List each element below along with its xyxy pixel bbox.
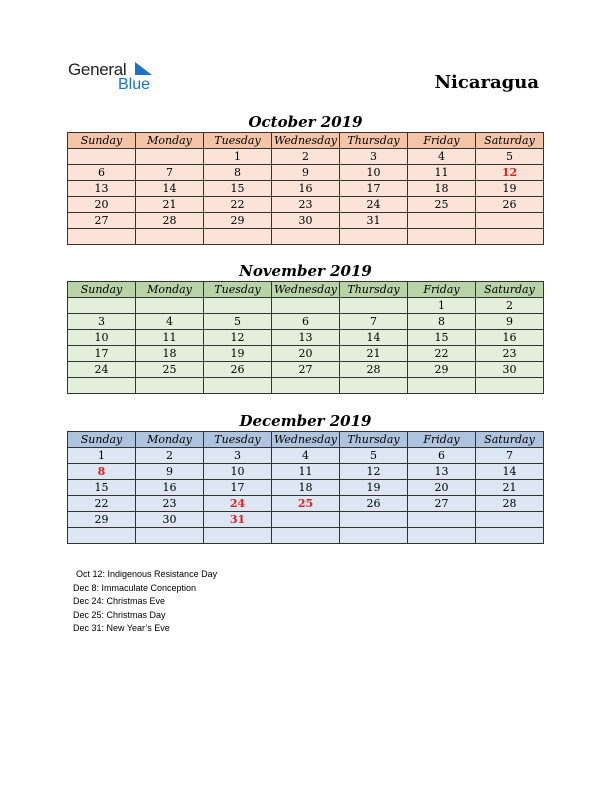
holiday-note: Dec 24: Christmas Eve bbox=[73, 596, 166, 606]
week-row bbox=[68, 165, 544, 181]
day-cell bbox=[476, 378, 544, 394]
day-cell: 12 bbox=[204, 330, 272, 346]
week-row bbox=[68, 512, 544, 528]
day-cell bbox=[68, 378, 136, 394]
day-cell: 14 bbox=[340, 330, 408, 346]
day-cell bbox=[476, 512, 544, 528]
week-row bbox=[68, 181, 544, 197]
weekday-header: Wednesday bbox=[272, 282, 340, 298]
day-cell: 3 bbox=[340, 149, 408, 165]
holiday-note: Dec 31: New Year’s Eve bbox=[73, 623, 170, 633]
day-cell bbox=[476, 213, 544, 229]
day-cell: 1 bbox=[68, 448, 136, 464]
day-cell: 23 bbox=[136, 496, 204, 512]
day-cell: 4 bbox=[408, 149, 476, 165]
day-cell: 3 bbox=[204, 448, 272, 464]
day-cell: 2 bbox=[272, 149, 340, 165]
day-cell bbox=[340, 512, 408, 528]
holiday-note: Dec 25: Christmas Day bbox=[73, 609, 166, 620]
day-cell: 22 bbox=[204, 197, 272, 213]
day-cell: 19 bbox=[476, 181, 544, 197]
week-row bbox=[68, 229, 544, 245]
week-row bbox=[68, 298, 544, 314]
weekday-header: Monday bbox=[136, 432, 204, 448]
day-cell: 15 bbox=[204, 181, 272, 197]
day-cell: 6 bbox=[68, 165, 136, 181]
logo-text-general: General bbox=[68, 60, 127, 79]
weekday-header: Tuesday bbox=[204, 133, 272, 149]
day-cell: 20 bbox=[272, 346, 340, 362]
day-cell: 19 bbox=[204, 346, 272, 362]
week-row bbox=[68, 330, 544, 346]
logo bbox=[68, 60, 168, 96]
day-cell: 22 bbox=[68, 496, 136, 512]
weekday-header: Saturday bbox=[476, 282, 544, 298]
holiday-note: Dec 8: Immaculate Conception bbox=[73, 582, 197, 593]
week-row bbox=[68, 362, 544, 378]
day-cell: 7 bbox=[476, 448, 544, 464]
week-row bbox=[68, 314, 544, 330]
day-cell: 17 bbox=[204, 480, 272, 496]
day-cell bbox=[408, 378, 476, 394]
day-cell bbox=[408, 229, 476, 245]
day-cell: 16 bbox=[136, 480, 204, 496]
day-cell: 26 bbox=[340, 496, 408, 512]
day-cell bbox=[272, 512, 340, 528]
weekday-header-row bbox=[68, 432, 544, 448]
day-cell: 11 bbox=[408, 165, 476, 181]
week-row bbox=[68, 464, 544, 480]
day-cell: 12 bbox=[340, 464, 408, 480]
calendar-table bbox=[67, 132, 544, 245]
day-cell: 10 bbox=[340, 165, 408, 181]
day-cell: 10 bbox=[68, 330, 136, 346]
day-cell bbox=[476, 528, 544, 544]
weekday-header: Sunday bbox=[68, 282, 136, 298]
day-cell bbox=[68, 528, 136, 544]
day-cell: 9 bbox=[136, 464, 204, 480]
day-cell: 7 bbox=[136, 165, 204, 181]
day-cell: 20 bbox=[408, 480, 476, 496]
weekday-header: Sunday bbox=[68, 133, 136, 149]
day-cell bbox=[136, 378, 204, 394]
week-row bbox=[68, 528, 544, 544]
day-cell bbox=[408, 528, 476, 544]
day-cell: 17 bbox=[68, 346, 136, 362]
month-december bbox=[67, 411, 544, 544]
day-cell: 26 bbox=[204, 362, 272, 378]
day-cell: 14 bbox=[476, 464, 544, 480]
day-cell: 16 bbox=[476, 330, 544, 346]
week-row bbox=[68, 213, 544, 229]
day-cell: 8 bbox=[204, 165, 272, 181]
weekday-header: Saturday bbox=[476, 432, 544, 448]
day-cell bbox=[68, 229, 136, 245]
day-cell: 28 bbox=[136, 213, 204, 229]
day-cell: 20 bbox=[68, 197, 136, 213]
day-cell bbox=[68, 298, 136, 314]
day-cell: 26 bbox=[476, 197, 544, 213]
month-november bbox=[67, 261, 544, 394]
weekday-header: Tuesday bbox=[204, 282, 272, 298]
day-cell: 9 bbox=[476, 314, 544, 330]
day-cell: 11 bbox=[136, 330, 204, 346]
day-cell: 4 bbox=[272, 448, 340, 464]
day-cell: 16 bbox=[272, 181, 340, 197]
day-cell: 7 bbox=[340, 314, 408, 330]
day-cell: 29 bbox=[68, 512, 136, 528]
day-cell: 4 bbox=[136, 314, 204, 330]
weekday-header-row bbox=[68, 133, 544, 149]
day-cell: 28 bbox=[340, 362, 408, 378]
country-title: Nicaragua bbox=[434, 72, 539, 93]
weekday-header: Thursday bbox=[340, 133, 408, 149]
day-cell: 5 bbox=[340, 448, 408, 464]
day-cell: 6 bbox=[408, 448, 476, 464]
holiday-notes bbox=[73, 568, 217, 636]
day-cell: 15 bbox=[68, 480, 136, 496]
day-cell: 13 bbox=[408, 464, 476, 480]
day-cell: 21 bbox=[476, 480, 544, 496]
day-cell: 13 bbox=[272, 330, 340, 346]
weekday-header: Tuesday bbox=[204, 432, 272, 448]
day-cell: 29 bbox=[408, 362, 476, 378]
day-cell bbox=[340, 378, 408, 394]
day-cell: 9 bbox=[272, 165, 340, 181]
day-cell bbox=[136, 149, 204, 165]
day-cell: 30 bbox=[272, 213, 340, 229]
week-row bbox=[68, 448, 544, 464]
day-cell: 13 bbox=[68, 181, 136, 197]
day-cell: 24 bbox=[204, 496, 272, 512]
day-cell bbox=[476, 229, 544, 245]
weekday-header-row bbox=[68, 282, 544, 298]
day-cell: 1 bbox=[408, 298, 476, 314]
day-cell: 11 bbox=[272, 464, 340, 480]
day-cell: 17 bbox=[340, 181, 408, 197]
day-cell: 18 bbox=[408, 181, 476, 197]
weekday-header: Monday bbox=[136, 133, 204, 149]
month-october bbox=[67, 112, 544, 245]
day-cell: 27 bbox=[68, 213, 136, 229]
day-cell: 27 bbox=[408, 496, 476, 512]
day-cell bbox=[68, 149, 136, 165]
month-title: October 2019 bbox=[248, 113, 363, 131]
day-cell: 22 bbox=[408, 346, 476, 362]
day-cell: 30 bbox=[476, 362, 544, 378]
day-cell bbox=[408, 512, 476, 528]
week-row bbox=[68, 378, 544, 394]
day-cell bbox=[136, 229, 204, 245]
weekday-header: Thursday bbox=[340, 282, 408, 298]
day-cell: 8 bbox=[408, 314, 476, 330]
week-row bbox=[68, 480, 544, 496]
day-cell: 23 bbox=[476, 346, 544, 362]
weekday-header: Saturday bbox=[476, 133, 544, 149]
logo-text-blue: Blue bbox=[118, 76, 151, 93]
day-cell: 19 bbox=[340, 480, 408, 496]
day-cell bbox=[204, 298, 272, 314]
day-cell: 31 bbox=[340, 213, 408, 229]
day-cell: 27 bbox=[272, 362, 340, 378]
day-cell bbox=[204, 528, 272, 544]
weekday-header: Thursday bbox=[340, 432, 408, 448]
week-row bbox=[68, 496, 544, 512]
week-row bbox=[68, 149, 544, 165]
day-cell: 23 bbox=[272, 197, 340, 213]
weekday-header: Friday bbox=[408, 282, 476, 298]
day-cell: 6 bbox=[272, 314, 340, 330]
day-cell: 18 bbox=[136, 346, 204, 362]
day-cell bbox=[272, 229, 340, 245]
day-cell: 28 bbox=[476, 496, 544, 512]
day-cell bbox=[204, 378, 272, 394]
day-cell bbox=[204, 229, 272, 245]
day-cell: 8 bbox=[68, 464, 136, 480]
weekday-header: Wednesday bbox=[272, 432, 340, 448]
day-cell: 5 bbox=[204, 314, 272, 330]
day-cell: 2 bbox=[136, 448, 204, 464]
day-cell: 1 bbox=[204, 149, 272, 165]
day-cell: 2 bbox=[476, 298, 544, 314]
day-cell bbox=[136, 528, 204, 544]
day-cell: 12 bbox=[476, 165, 544, 181]
logo-triangle-icon bbox=[135, 62, 153, 76]
day-cell: 30 bbox=[136, 512, 204, 528]
day-cell: 25 bbox=[272, 496, 340, 512]
day-cell: 21 bbox=[136, 197, 204, 213]
day-cell: 21 bbox=[340, 346, 408, 362]
day-cell: 3 bbox=[68, 314, 136, 330]
weekday-header: Friday bbox=[408, 432, 476, 448]
day-cell: 15 bbox=[408, 330, 476, 346]
weekday-header: Friday bbox=[408, 133, 476, 149]
day-cell bbox=[272, 378, 340, 394]
day-cell: 24 bbox=[68, 362, 136, 378]
week-row bbox=[68, 346, 544, 362]
day-cell: 25 bbox=[408, 197, 476, 213]
day-cell: 5 bbox=[476, 149, 544, 165]
week-row bbox=[68, 197, 544, 213]
calendar-table bbox=[67, 281, 544, 394]
calendar-table bbox=[67, 431, 544, 544]
day-cell bbox=[272, 298, 340, 314]
day-cell bbox=[340, 229, 408, 245]
day-cell: 10 bbox=[204, 464, 272, 480]
day-cell bbox=[272, 528, 340, 544]
weekday-header: Sunday bbox=[68, 432, 136, 448]
month-title: December 2019 bbox=[239, 412, 372, 430]
day-cell: 18 bbox=[272, 480, 340, 496]
weekday-header: Monday bbox=[136, 282, 204, 298]
day-cell: 25 bbox=[136, 362, 204, 378]
weekday-header: Wednesday bbox=[272, 133, 340, 149]
day-cell bbox=[340, 298, 408, 314]
day-cell: 29 bbox=[204, 213, 272, 229]
holiday-note: Oct 12: Indigenous Resistance Day bbox=[76, 569, 218, 579]
day-cell bbox=[136, 298, 204, 314]
day-cell: 14 bbox=[136, 181, 204, 197]
day-cell: 31 bbox=[204, 512, 272, 528]
month-title: November 2019 bbox=[239, 262, 372, 280]
day-cell bbox=[408, 213, 476, 229]
day-cell bbox=[340, 528, 408, 544]
day-cell: 24 bbox=[340, 197, 408, 213]
